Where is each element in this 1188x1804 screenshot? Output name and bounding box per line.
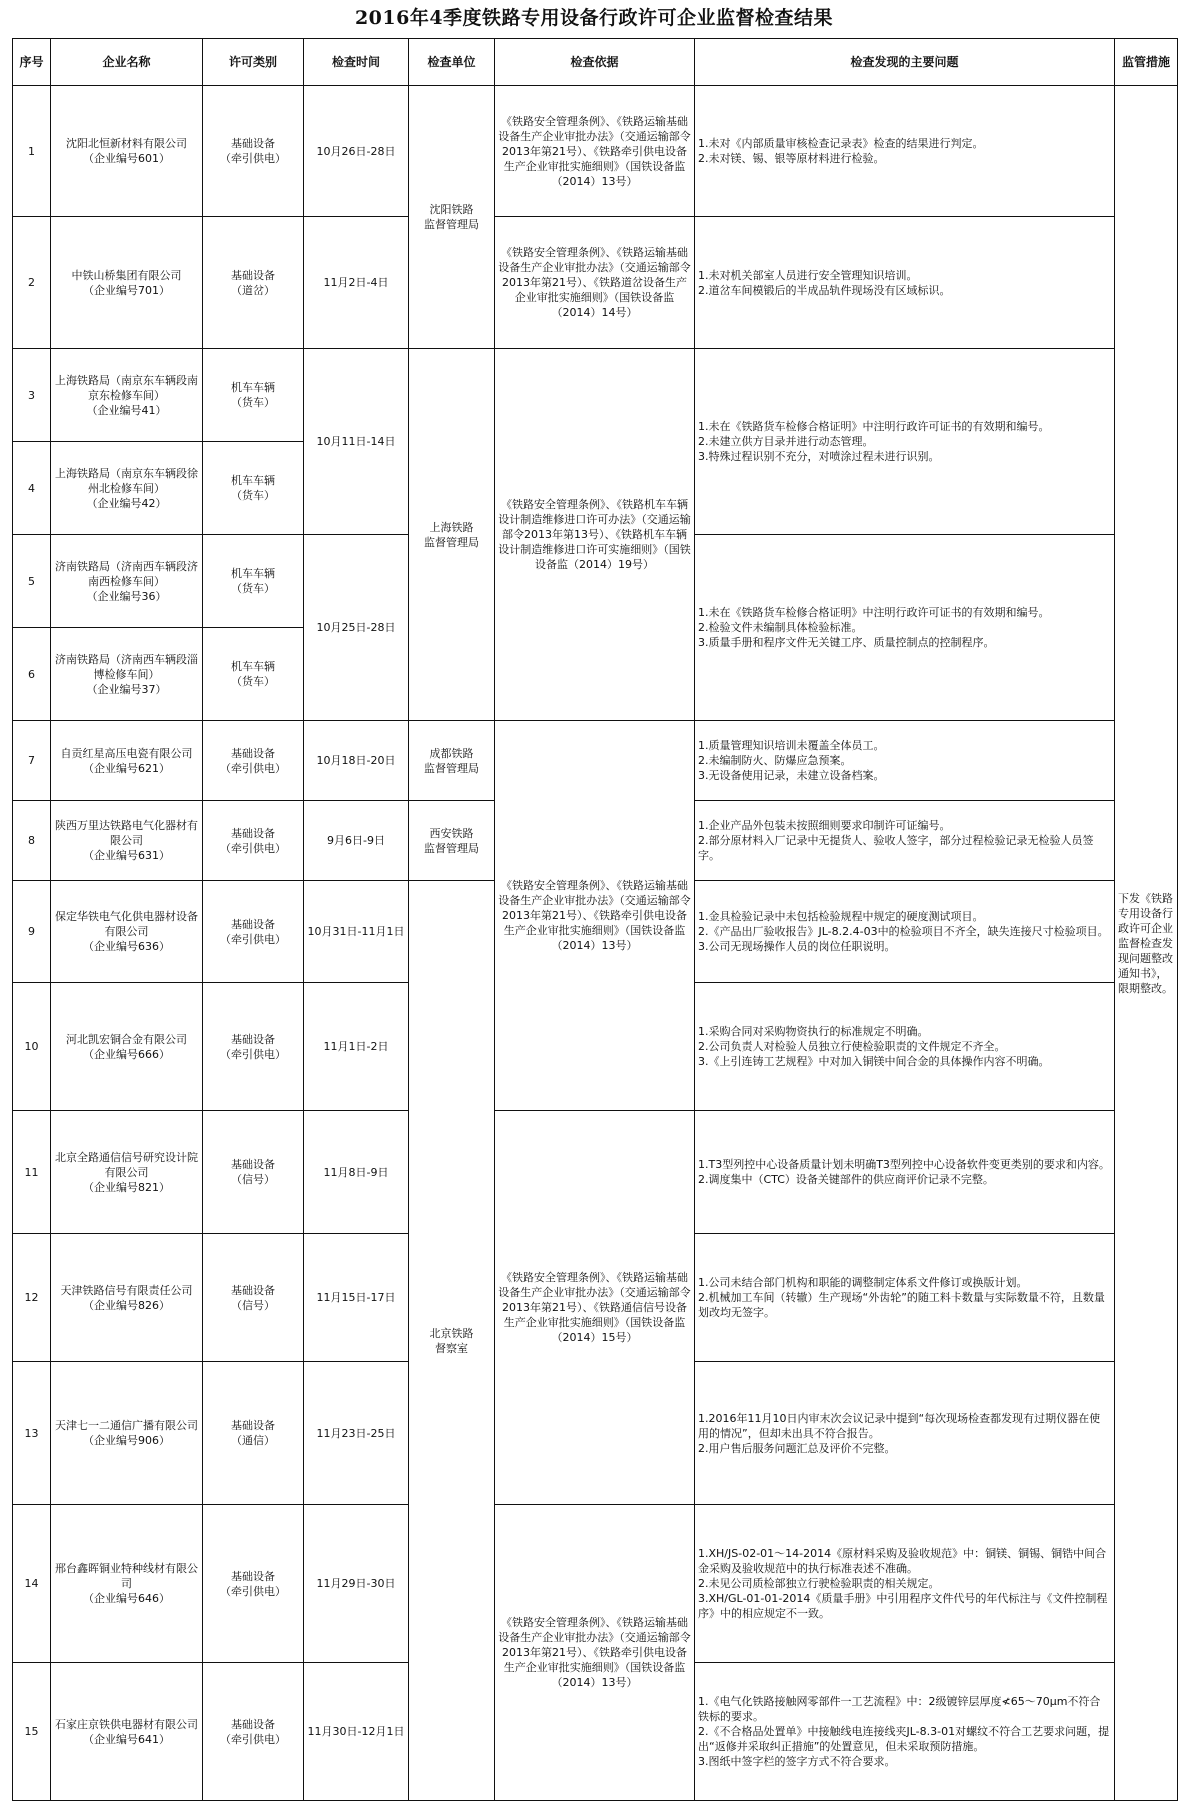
- inspection-basis: 《铁路安全管理条例》、《铁路运输基础设备生产企业审批办法》（交通运输部令2013年第21号）、《铁路牵引供电设备生产企业审批实施细则》（国铁设备监（2014）13号）: [495, 86, 695, 217]
- permit-category: 基础设备 （牵引供电）: [203, 86, 304, 217]
- header-no: 序号: [13, 39, 51, 86]
- inspection-basis: 《铁路安全管理条例》、《铁路运输基础设备生产企业审批办法》（交通运输部令2013年第21号）、《铁路道岔设备生产企业审批实施细则》（国铁设备监（2014）14号）: [495, 217, 695, 349]
- main-problems: 1.未在《铁路货车检修合格证明》中注明行政许可证书的有效期和编号。 2.检验文件未编制具体检验标准。 3.质量手册和程序文件无关键工序、质量控制点的控制程序。: [695, 535, 1115, 721]
- main-problems: 1.《电气化铁路接触网零部件一工艺流程》中：2级镀锌层厚度≮65～70μm不符合铁标的要求。 2.《不合格品处置单》中接触线电连接线夹JL-8.3-01对螺纹不符合工艺要求问题，提出“返修并采取纠正措施”的处置意见，但未采取预防措施。 3.图纸中签字栏的签字方式不符合要求。: [695, 1663, 1115, 1801]
- inspection-time: 11月23日-25日: [304, 1362, 409, 1505]
- company-name: 保定华铁电气化供电器材设备有限公司 （企业编号636）: [51, 881, 203, 983]
- permit-category: 机车车辆 （货车）: [203, 628, 304, 721]
- row-no: 1: [13, 86, 51, 217]
- inspection-time: 11月30日-12月1日: [304, 1663, 409, 1801]
- company-name: 天津铁路信号有限责任公司 （企业编号826）: [51, 1234, 203, 1362]
- header-problems: 检查发现的主要问题: [695, 39, 1115, 86]
- header-measures: 监管措施: [1115, 39, 1178, 86]
- row-no: 15: [13, 1663, 51, 1801]
- row-no: 12: [13, 1234, 51, 1362]
- row-no: 8: [13, 801, 51, 881]
- inspection-unit: 沈阳铁路 监督管理局: [409, 86, 495, 349]
- permit-category: 机车车辆 （货车）: [203, 442, 304, 535]
- inspection-time: 11月29日-30日: [304, 1505, 409, 1663]
- inspection-unit: 北京铁路 督察室: [409, 881, 495, 1801]
- permit-category: 基础设备 （牵引供电）: [203, 801, 304, 881]
- inspection-time: 11月1日-2日: [304, 983, 409, 1111]
- row-no: 13: [13, 1362, 51, 1505]
- company-name: 石家庄京铁供电器材有限公司 （企业编号641）: [51, 1663, 203, 1801]
- inspection-basis: 《铁路安全管理条例》、《铁路运输基础设备生产企业审批办法》（交通运输部令2013年第21号）、《铁路通信信号设备生产企业审批实施细则》（国铁设备监（2014）15号）: [495, 1111, 695, 1505]
- inspection-time: 9月6日-9日: [304, 801, 409, 881]
- permit-category: 基础设备 （道岔）: [203, 217, 304, 349]
- company-name: 天津七一二通信广播有限公司 （企业编号906）: [51, 1362, 203, 1505]
- row-no: 11: [13, 1111, 51, 1234]
- main-problems: 1.未对《内部质量审核检查记录表》检查的结果进行判定。 2.未对镁、锡、银等原材料进行检验。: [695, 86, 1115, 217]
- inspection-results-table: [12, 38, 1178, 1801]
- company-name: 济南铁路局（济南西车辆段淄博检修车间） （企业编号37）: [51, 628, 203, 721]
- row-no: 5: [13, 535, 51, 628]
- header-company: 企业名称: [51, 39, 203, 86]
- permit-category: 机车车辆 （货车）: [203, 349, 304, 442]
- header-category: 许可类别: [203, 39, 304, 86]
- permit-category: 基础设备 （通信）: [203, 1362, 304, 1505]
- main-problems: 1.采购合同对采购物资执行的标准规定不明确。 2.公司负责人对检验人员独立行使检验职责的文件规定不齐全。 3.《上引连铸工艺规程》中对加入铜镁中间合金的具体操作内容不明确。: [695, 983, 1115, 1111]
- company-name: 沈阳北恒新材料有限公司 （企业编号601）: [51, 86, 203, 217]
- inspection-basis: 《铁路安全管理条例》、《铁路运输基础设备生产企业审批办法》（交通运输部令2013年第21号）、《铁路牵引供电设备生产企业审批实施细则》（国铁设备监（2014）13号）: [495, 721, 695, 1111]
- company-name: 上海铁路局（南京东车辆段南京东检修车间） （企业编号41）: [51, 349, 203, 442]
- permit-category: 基础设备 （牵引供电）: [203, 1505, 304, 1663]
- company-name: 河北凯宏铜合金有限公司 （企业编号666）: [51, 983, 203, 1111]
- inspection-time: 11月2日-4日: [304, 217, 409, 349]
- row-no: 14: [13, 1505, 51, 1663]
- permit-category: 基础设备 （信号）: [203, 1234, 304, 1362]
- permit-category: 基础设备 （信号）: [203, 1111, 304, 1234]
- permit-category: 机车车辆 （货车）: [203, 535, 304, 628]
- table-row: [13, 1505, 1178, 1663]
- permit-category: 基础设备 （牵引供电）: [203, 721, 304, 801]
- permit-category: 基础设备 （牵引供电）: [203, 1663, 304, 1801]
- company-name: 邢台鑫晖铜业特种线材有限公司 （企业编号646）: [51, 1505, 203, 1663]
- main-problems: 1.2016年11月10日内审末次会议记录中提到“每次现场检查都发现有过期仪器在使用的情况”，但却未出具不符合报告。 2.用户售后服务问题汇总及评价不完整。: [695, 1362, 1115, 1505]
- row-no: 3: [13, 349, 51, 442]
- main-problems: 1.公司未结合部门机构和职能的调整制定体系文件修订或换版计划。 2.机械加工车间（转辙）生产现场“外齿轮”的随工料卡数量与实际数量不符，且数量划改均无签字。: [695, 1234, 1115, 1362]
- row-no: 2: [13, 217, 51, 349]
- header-time: 检查时间: [304, 39, 409, 86]
- row-no: 6: [13, 628, 51, 721]
- row-no: 9: [13, 881, 51, 983]
- table-row: [13, 1111, 1178, 1234]
- table-row: [13, 721, 1178, 801]
- main-problems: 1.T3型列控中心设备质量计划未明确T3型列控中心设备软件变更类别的要求和内容。 2.调度集中（CTC）设备关键部件的供应商评价记录不完整。: [695, 1111, 1115, 1234]
- inspection-unit: 成都铁路 监督管理局: [409, 721, 495, 801]
- inspection-time: 11月8日-9日: [304, 1111, 409, 1234]
- main-problems: 1.金具检验记录中未包括检验规程中规定的硬度测试项目。 2.《产品出厂验收报告》JL-8.2.4-03中的检验项目不齐全，缺失连接尺寸检验项目。 3.公司无现场操作人员的岗位任职说明。: [695, 881, 1115, 983]
- main-problems: 1.质量管理知识培训未覆盖全体员工。 2.未编制防火、防爆应急预案。 3.无设备使用记录，未建立设备档案。: [695, 721, 1115, 801]
- company-name: 陕西万里达铁路电气化器材有限公司 （企业编号631）: [51, 801, 203, 881]
- inspection-time: 10月31日-11月1日: [304, 881, 409, 983]
- inspection-basis: 《铁路安全管理条例》、《铁路运输基础设备生产企业审批办法》（交通运输部令2013年第21号）、《铁路牵引供电设备生产企业审批实施细则》（国铁设备监（2014）13号）: [495, 1505, 695, 1801]
- company-name: 上海铁路局（南京东车辆段徐州北检修车间） （企业编号42）: [51, 442, 203, 535]
- inspection-unit: 西安铁路 监督管理局: [409, 801, 495, 881]
- row-no: 4: [13, 442, 51, 535]
- company-name: 自贡红星高压电瓷有限公司 （企业编号621）: [51, 721, 203, 801]
- inspection-time: 10月25日-28日: [304, 535, 409, 721]
- company-name: 北京全路通信信号研究设计院有限公司 （企业编号821）: [51, 1111, 203, 1234]
- row-no: 10: [13, 983, 51, 1111]
- main-problems: 1.未在《铁路货车检修合格证明》中注明行政许可证书的有效期和编号。 2.未建立供方目录并进行动态管理。 3.特殊过程识别不充分，对喷涂过程未进行识别。: [695, 349, 1115, 535]
- main-problems: 1.未对机关部室人员进行安全管理知识培训。 2.道岔车间模锻后的半成品轨件现场没有区域标识。: [695, 217, 1115, 349]
- inspection-time: 10月18日-20日: [304, 721, 409, 801]
- supervision-measures: 下发《铁路专用设备行政许可企业监督检查发现问题整改通知书》，限期整改。: [1115, 86, 1178, 1801]
- company-name: 济南铁路局（济南西车辆段济南西检修车间） （企业编号36）: [51, 535, 203, 628]
- row-no: 7: [13, 721, 51, 801]
- inspection-time: 10月26日-28日: [304, 86, 409, 217]
- inspection-unit: 上海铁路 监督管理局: [409, 349, 495, 721]
- table-header-row: [13, 39, 1178, 86]
- header-basis: 检查依据: [495, 39, 695, 86]
- permit-category: 基础设备 （牵引供电）: [203, 983, 304, 1111]
- main-problems: 1.企业产品外包装未按照细则要求印制许可证编号。 2.部分原材料入厂记录中无提货人、验收人签字，部分过程检验记录无检验人员签字。: [695, 801, 1115, 881]
- company-name: 中铁山桥集团有限公司 （企业编号701）: [51, 217, 203, 349]
- permit-category: 基础设备 （牵引供电）: [203, 881, 304, 983]
- inspection-time: 11月15日-17日: [304, 1234, 409, 1362]
- inspection-basis: 《铁路安全管理条例》、《铁路机车车辆设计制造维修进口许可办法》（交通运输部令2013年第13号）、《铁路机车车辆设计制造维修进口许可实施细则》（国铁设备监（2014）19号）: [495, 349, 695, 721]
- main-problems: 1.XH/JS-02-01～14-2014《原材料采购及验收规范》中：铜镁、铜锡、铜锆中间合金采购及验收规范中的执行标准表述不准确。 2.未见公司质检部独立行驶检验职责的相关规定。 3.XH/GL-01-01-2014《质量手册》中引用程序文件代号的年代标注与《文件控制程序》中的相应规定不一致。: [695, 1505, 1115, 1663]
- table-row: [13, 349, 1178, 442]
- inspection-time: 10月11日-14日: [304, 349, 409, 535]
- table-row: [13, 86, 1178, 217]
- page-title: 2016年4季度铁路专用设备行政许可企业监督检查结果: [354, 7, 834, 29]
- header-unit: 检查单位: [409, 39, 495, 86]
- table-row: [13, 217, 1178, 349]
